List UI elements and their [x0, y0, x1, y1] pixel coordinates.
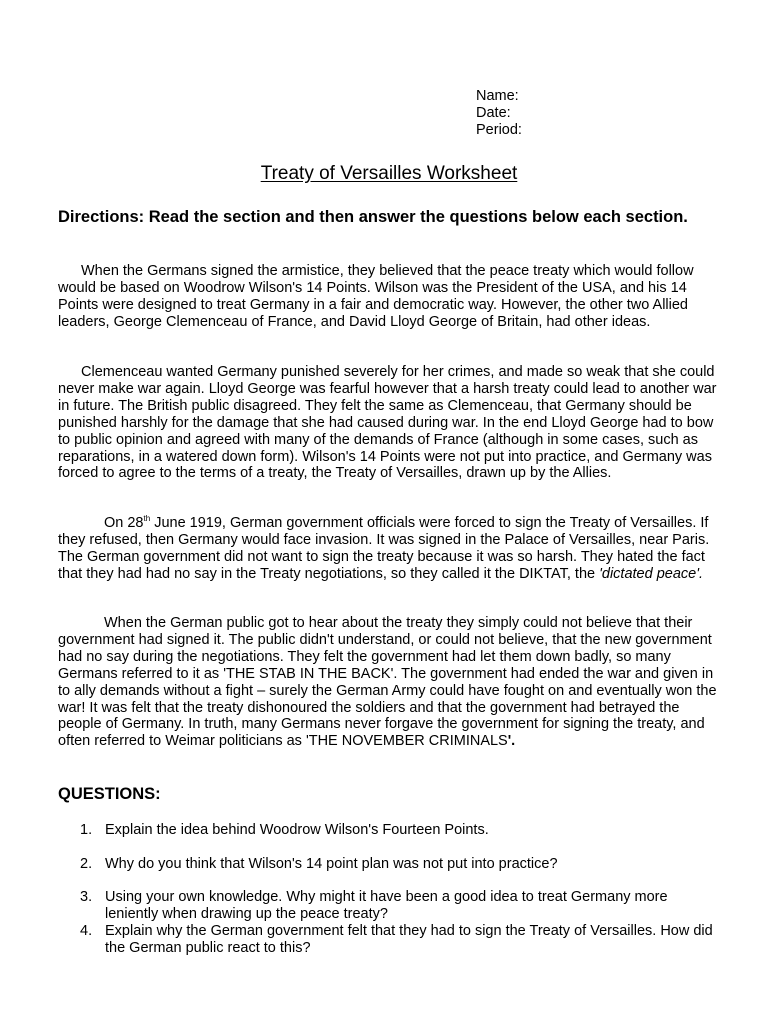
student-info-block [476, 88, 522, 139]
dictated-peace-phrase: 'dictated peace'. [599, 565, 704, 582]
question-item [80, 822, 720, 839]
question-number: 2. [80, 856, 93, 872]
question-number: 4. [80, 923, 93, 939]
worksheet-title: Treaty of Versailles Worksheet [260, 163, 518, 184]
ordinal-suffix: th [143, 514, 151, 524]
paragraph-clemenceau: Clemenceau wanted Germany punished severely for her crimes, and made so weak that she could never make war again. Lloyd George was fearful however that a harsh treaty could lead to another war in future. The British public disagreed. They felt the same as Clemenceau, that Germany should be punished harshly for the damage that she had caused during war. In the end Lloyd George had to bow to public opinion and agreed with many of the demands of France (although in some cases, such as reparations, in a watered down form). Wilson's 14 Points were not put into practice, and Germany was forced to agree to the terms of a treaty, the Treaty of Versailles, drawn up by the Allies. [58, 364, 717, 482]
question-number: 3. [80, 889, 93, 905]
period-label: Period: [476, 122, 522, 138]
question-number: 1. [80, 822, 93, 838]
question-item [80, 923, 720, 957]
questions-heading: QUESTIONS: [58, 785, 161, 803]
name-label: Name: [476, 88, 519, 104]
paragraph-signing [58, 515, 720, 583]
date-label: Date: [476, 105, 511, 121]
public-reaction-end: '. [507, 733, 516, 750]
question-item [80, 889, 720, 923]
question-text: Using your own knowledge. Why might it have been a good idea to treat Germany more leniently when drawing up the peace treaty? [105, 889, 668, 922]
question-item [80, 856, 720, 873]
question-text: Explain why the German government felt that they had to sign the Treaty of Versailles. How did the German public react to this? [105, 923, 713, 956]
public-reaction-body: When the German public got to hear about the treaty they simply could not believe that their government had signed it. The public didn't understand, or could not believe, that the new government had no say during the negotiations. They felt the government had let them down badly, so many Germans referred to it as 'THE STAB IN THE BACK'. The government had ended the war and given in to ally demands without a fight – surely the German Army could have fought on and eventually won the war! It was felt that the treaty dishonoured the soldiers and that the government had betrayed the people of Germany. In truth, many Germans never forgave the government for signing the treaty, and often referred to Weimar politicians as 'THE NOVEMBER CRIMINALS [58, 615, 717, 750]
question-text: Why do you think that Wilson's 14 point plan was not put into practice? [105, 856, 558, 872]
question-text: Explain the idea behind Woodrow Wilson's Fourteen Points. [105, 822, 489, 838]
paragraph-public-reaction [58, 615, 720, 750]
signing-body: June 1919, German government officials were forced to sign the Treaty of Versailles. If they refused, then Germany would face invasion. It was signed in the Palace of Versailles, near Paris. The German government did not want to sign the treaty because it was so harsh. They hated the fact that they had had no say in the Treaty negotiations, so they called it the DIKTAT, the [58, 515, 710, 582]
directions-text: Directions: Read the section and then answer the questions below each section. [58, 208, 688, 226]
signing-date-prefix: On 28 [104, 515, 144, 531]
paragraph-armistice: When the Germans signed the armistice, they believed that the peace treaty which would follow would be based on Woodrow Wilson's 14 Points. Wilson was the President of the USA, and his 14 Points were designed to treat Germany in a fair and democratic way. However, the other two Allied leaders, George Clemenceau of France, and David Lloyd George of Britain, had other ideas. [58, 263, 694, 330]
